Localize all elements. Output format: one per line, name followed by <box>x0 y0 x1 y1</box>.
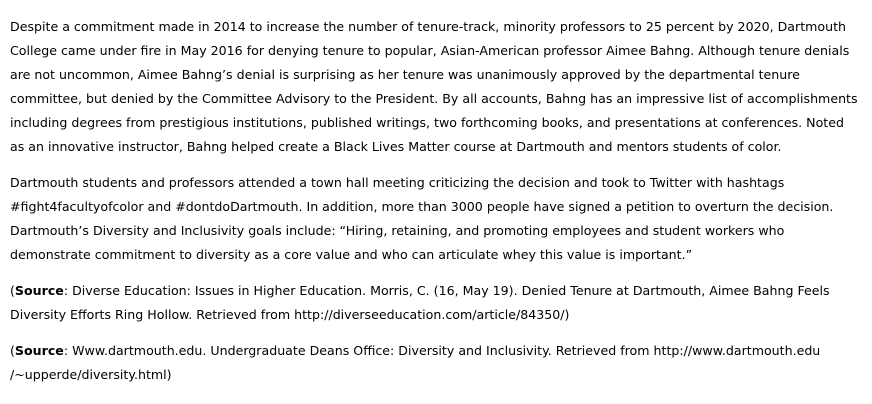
paragraph-tenure-denial: Despite a commitment made in 2014 to increase the number of tenure-track, minority professors to 25 percent by 2020, Dartmouth College came under fire in May 2016 for denying tenure to popular, Asian-American professor Aimee Bahng. Although tenure denials are not uncommon, Aimee Bahng’s denial is surprising as her tenure was unanimously approved by the departmental tenure committee, but denied by the Committee Advisory to the President. By all accounts, Bahng has an impressive list of accomplishments including degrees from prestigious institutions, published writings, two forthcoming books, and presentations at conferences. Noted as an innovative instructor, Bahng helped create a Black Lives Matter course at Dartmouth and mentors students of color. <box>10 19 858 154</box>
source-text: : Www.dartmouth.edu. Undergraduate Deans Office: Diversity and Inclusivity. Retrieved from http://www.dartmouth.edu /~upperde/diversity.html) <box>10 343 821 382</box>
source-citation-dartmouth <box>10 339 860 387</box>
source-text: : Diverse Education: Issues in Higher Education. Morris, C. (16, May 19). Denied Tenure at Dartmouth, Aimee Bahng Feels Diversity Efforts Ring Hollow. Retrieved from http://diverseeducation.com/article/84350/) <box>10 283 830 322</box>
source-open-paren: ( <box>10 343 15 358</box>
source-citation-diverse-education <box>10 279 860 327</box>
source-label: Source <box>14 343 64 358</box>
paragraph-student-response: Dartmouth students and professors attended a town hall meeting criticizing the decision and took to Twitter with hashtags #fight4facultyofcolor and #dontdoDartmouth. In addition, more than 3000 people have signed a petition to overturn the decision. Dartmouth’s Diversity and Inclusivity goals include: “Hiring, retaining, and promoting employees and student workers who demonstrate commitment to diversity as a core value and who can articulate whey this value is important.” <box>10 175 834 262</box>
source-open-paren: ( <box>10 283 15 298</box>
source-label: Source <box>14 283 64 298</box>
